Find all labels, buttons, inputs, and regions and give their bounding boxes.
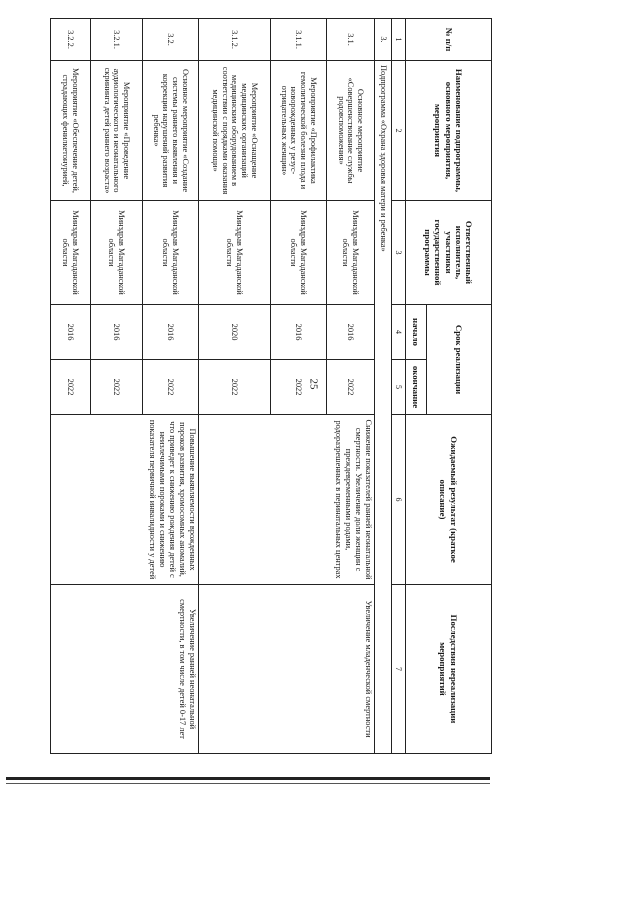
bottom-rule: [6, 777, 490, 780]
section-row: [375, 19, 392, 754]
table-row: [327, 19, 375, 754]
header-start: начало: [406, 305, 427, 360]
group1-result: Снижение показателей ранней неонатальной смертности. Увеличение доли женщин с преждевременными родами, родоразрешенных в перинатальных центрах: [199, 415, 375, 585]
row-start: 2020: [199, 305, 271, 360]
row-start: 2016: [327, 305, 375, 360]
col-number: 6: [392, 415, 406, 585]
group1-consequences: Увеличение младенческой смертности: [199, 585, 375, 754]
header-name: Наименование подпрограммы, основного мероприятия, мероприятия: [406, 61, 492, 201]
col-number: 1: [392, 19, 406, 61]
col-number: 2: [392, 61, 406, 201]
header-num: № п/п: [406, 19, 492, 61]
header-row: [427, 19, 492, 754]
row-num: 3.2.: [143, 19, 199, 61]
group2-result: Повышение выявляемости врожденных пороков развития, хромосомных аномалий, что приведет к снижению рождения детей с неизлечимыми пороками и снижению показателя первичной инвалидности у детей: [51, 415, 199, 585]
row-start: 2016: [143, 305, 199, 360]
col-number: 4: [392, 305, 406, 360]
row-name: Основное мероприятие «Совершенствование службы родовспоможения»: [327, 61, 375, 201]
header-consequences: Последствия нереализации мероприятий: [406, 585, 492, 754]
row-start: 2016: [51, 305, 91, 360]
rotated-table: [61, 18, 492, 753]
col-number: 5: [392, 360, 406, 415]
row-end: 2022: [143, 360, 199, 415]
row-name: Мероприятие «Оснащение медицинских организаций медицинским оборудованием в соответствии с порядками оказания медицинской помощи»: [199, 61, 271, 201]
row-name: Мероприятие «Проведение аудиологического и неонатального скрининга детей раннего возраста»: [91, 61, 143, 201]
rotated-table-container: [61, 18, 492, 753]
row-num: 3.2.2.: [51, 19, 91, 61]
group2-consequences: Увеличение ранней неонатальной смертности, в том числе детей 0-17 лет: [51, 585, 199, 754]
table-row: [143, 19, 199, 754]
row-start: 2016: [91, 305, 143, 360]
row-responsible: Минздрав Магаданской области: [91, 201, 143, 305]
row-name: Мероприятие «Обеспечение детей, страдающих фенилкетонурией,: [51, 61, 91, 201]
row-end: 2022: [327, 360, 375, 415]
row-end: 2022: [51, 360, 91, 415]
row-end: 2022: [91, 360, 143, 415]
row-end: 2022: [271, 360, 327, 415]
row-responsible: Минздрав Магаданской области: [143, 201, 199, 305]
row-num: 3.2.1.: [91, 19, 143, 61]
header-responsible: Ответственный исполнитель, участники государственной программы: [406, 201, 492, 305]
section-title: Подпрограмма «Охрана здоровья матери и ребенка»: [375, 61, 392, 754]
page-number: 25: [307, 378, 320, 390]
header-period: Срок реализации: [427, 305, 492, 415]
row-responsible: Минздрав Магаданской области: [199, 201, 271, 305]
row-num: 3.1.1.: [271, 19, 327, 61]
section-num: 3.: [375, 19, 392, 61]
row-num: 3.1.2.: [199, 19, 271, 61]
row-start: 2016: [271, 305, 327, 360]
row-responsible: Минздрав Магаданской области: [327, 201, 375, 305]
measures-table: [50, 18, 492, 754]
row-name: Основное мероприятие «Создание системы раннего выявления и коррекции нарушений развития ребенка»: [143, 61, 199, 201]
row-end: 2022: [199, 360, 271, 415]
header-result: Ожидаемый результат (краткое описание): [406, 415, 492, 585]
column-number-row: [392, 19, 406, 754]
header-end: окончание: [406, 360, 427, 415]
row-responsible: Минздрав Магаданской области: [271, 201, 327, 305]
bottom-rule-thin: [6, 783, 490, 784]
col-number: 7: [392, 585, 406, 754]
row-name: Мероприятие «Профилактика гемолитической болезни плода и новорожденных у резус-отрицательных женщин»: [271, 61, 327, 201]
col-number: 3: [392, 201, 406, 305]
row-responsible: Минздрав Магаданской области: [51, 201, 91, 305]
row-num: 3.1.: [327, 19, 375, 61]
